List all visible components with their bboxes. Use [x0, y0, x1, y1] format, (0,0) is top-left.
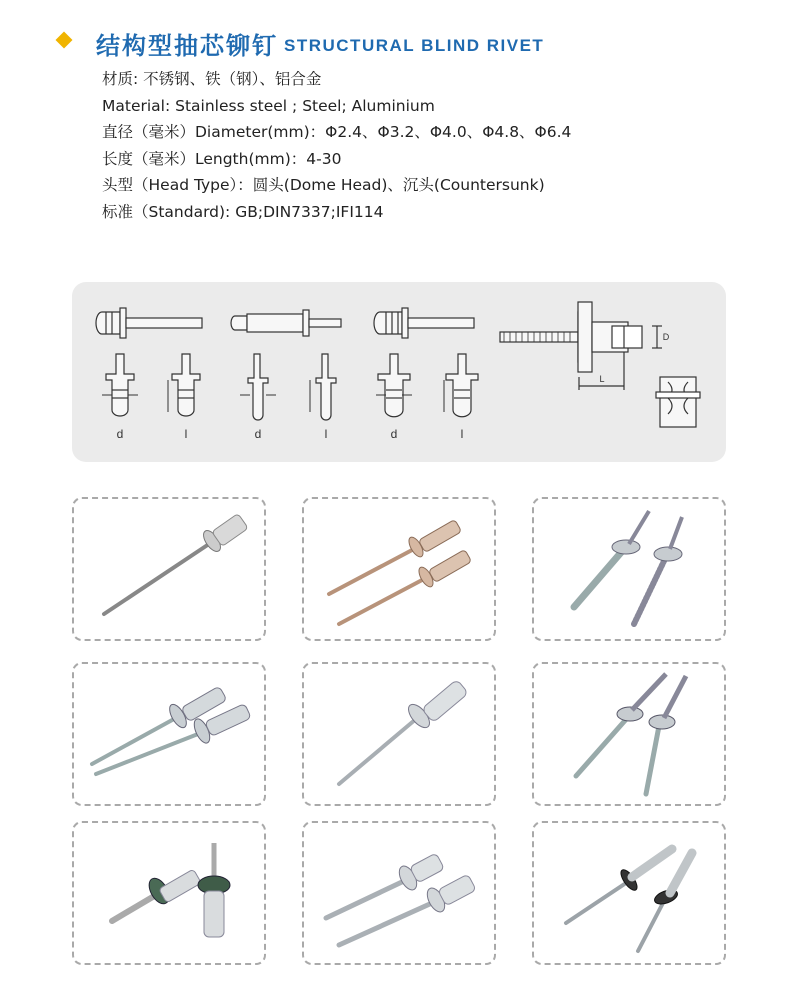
two-black-collar-rivets-icon: [534, 823, 724, 963]
title-english: STRUCTURAL BLIND RIVET: [284, 36, 545, 55]
section-header: [58, 26, 544, 60]
photo-cell-3: [532, 497, 726, 641]
installed-rivet-section: [656, 377, 700, 427]
two-copper-tone-rivets-icon: [304, 499, 494, 639]
spec-diameter: 直径（毫米）Diameter(mm)：Φ2.4、Φ3.2、Φ4.0、Φ4.8、Φ6.4: [102, 123, 572, 141]
two-stainless-rivets-icon: [304, 823, 494, 963]
rivet-side-view-3: [374, 308, 474, 338]
photo-cell-5: [302, 662, 496, 806]
diagram-label-l1: l: [184, 427, 188, 441]
two-structural-rivets-icon: [534, 499, 724, 639]
photo-cell-9: [532, 821, 726, 965]
rivets-with-green-washers-icon: [74, 823, 264, 963]
spec-material-cn: 材质: 不锈钢、铁（钢）、铝合金: [102, 70, 322, 88]
diagram-label-d2: d: [254, 427, 262, 441]
spec-length: 长度（毫米）Length(mm)：4-30: [102, 149, 342, 168]
photo-cell-2: [302, 497, 496, 641]
photo-cell-4: [72, 662, 266, 806]
technical-drawing-panel: [72, 282, 726, 462]
structural-rivet-section: [500, 302, 662, 390]
photo-cell-6: [532, 662, 726, 806]
diagram-label-d3: d: [390, 427, 398, 441]
rivet-front-views: [106, 354, 478, 420]
product-photo-grid: [72, 497, 726, 977]
photo-cell-8: [302, 821, 496, 965]
single-stainless-rivet-icon: [74, 499, 264, 639]
dimension-L: L: [599, 374, 605, 384]
diagram-label-l3: l: [460, 427, 464, 441]
rivet-drawings-icon: [72, 282, 726, 462]
spec-material-en: Material: Stainless steel ; Steel; Aluminium: [102, 96, 435, 115]
spec-standard: 标准（Standard): GB;DIN7337;IFI114: [102, 202, 384, 221]
spec-list: [102, 66, 571, 225]
photo-cell-1: [72, 497, 266, 641]
spec-head-type: 头型（Head Type）：圆头(Dome Head)、沉头(Countersunk): [102, 176, 545, 194]
single-aluminium-rivet-icon: [304, 664, 494, 804]
two-zinc-rivets-icon: [74, 664, 264, 804]
photo-cell-7: [72, 821, 266, 965]
diamond-bullet-icon: [56, 32, 73, 49]
rivet-side-view-2: [231, 310, 341, 336]
diagram-label-d1: d: [116, 427, 124, 441]
diagram-label-l2: l: [324, 427, 328, 441]
title-chinese: 结构型抽芯铆钉: [96, 31, 278, 60]
dimension-D: D: [662, 332, 670, 342]
two-washered-rivets-icon: [534, 664, 724, 804]
rivet-side-view-1: [96, 308, 202, 338]
